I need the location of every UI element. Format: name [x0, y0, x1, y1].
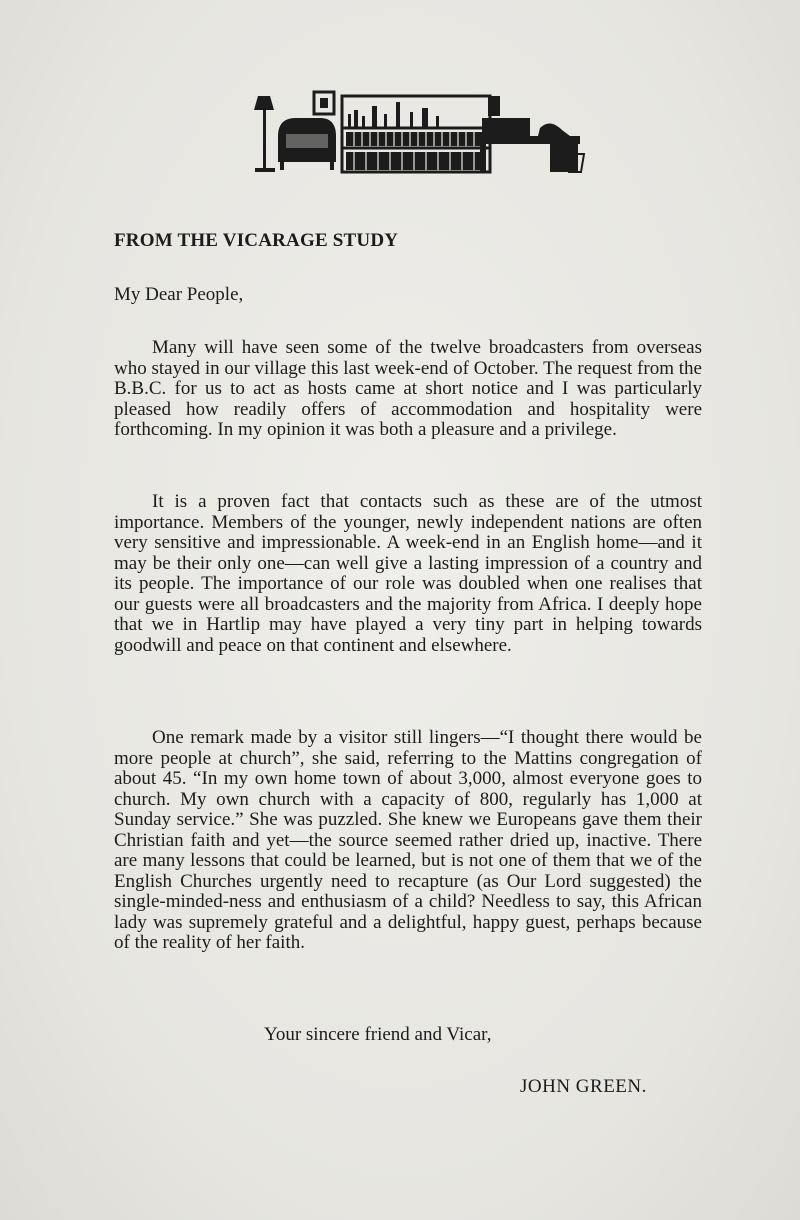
- salutation: My Dear People,: [114, 284, 244, 305]
- paragraph-1: Many will have seen some of the twelve broadcasters from overseas who stayed in our village this last week-end of October. The request from the B.B.C. for us to act as hosts came at short notice and I was particularly pleased how readily offers of accommodation and hospitality were forthcoming. In my opinion it was both a pleasure and a privilege.: [114, 337, 702, 440]
- closing-line: Your sincere friend and Vicar,: [264, 1024, 492, 1045]
- signature: JOHN GREEN.: [520, 1076, 647, 1097]
- paragraph-2: It is a proven fact that contacts such as these are of the utmost importance. Members of the younger, newly independent nations are often very sensitive and impressionable. A week-end in an English home—and it may be their only one—can well give a lasting impression of a country and its people. The importance of our role was doubled when one realises that our guests were all broadcasters and the majority from Africa. I deeply hope that we in Hartlip may have played a very tiny part in helping towards goodwill and peace on that continent and elsewhere.: [114, 491, 702, 656]
- study-room-illustration: [250, 88, 590, 178]
- paragraph-3: One remark made by a visitor still lingers—“I thought there would be more people at church”, she said, referring to the Mattins congregation of about 45. “In my own home town of about 3,000, almost everyone goes to church. My own church with a capacity of 800, regularly has 1,000 at Sunday service.” She was puzzled. She knew we Europeans gave them their Christian faith and yet—the source seemed rather dried up, inactive. There are many lessons that could be learned, but is not one of them that we of the English Churches urgently need to recapture (as Our Lord suggested) the single-minded-ness and enthusiasm of a child? Needless to say, this African lady was supremely grateful and a delightful, happy guest, perhaps because of the reality of her faith.: [114, 727, 702, 953]
- page-heading: FROM THE VICARAGE STUDY: [114, 230, 399, 251]
